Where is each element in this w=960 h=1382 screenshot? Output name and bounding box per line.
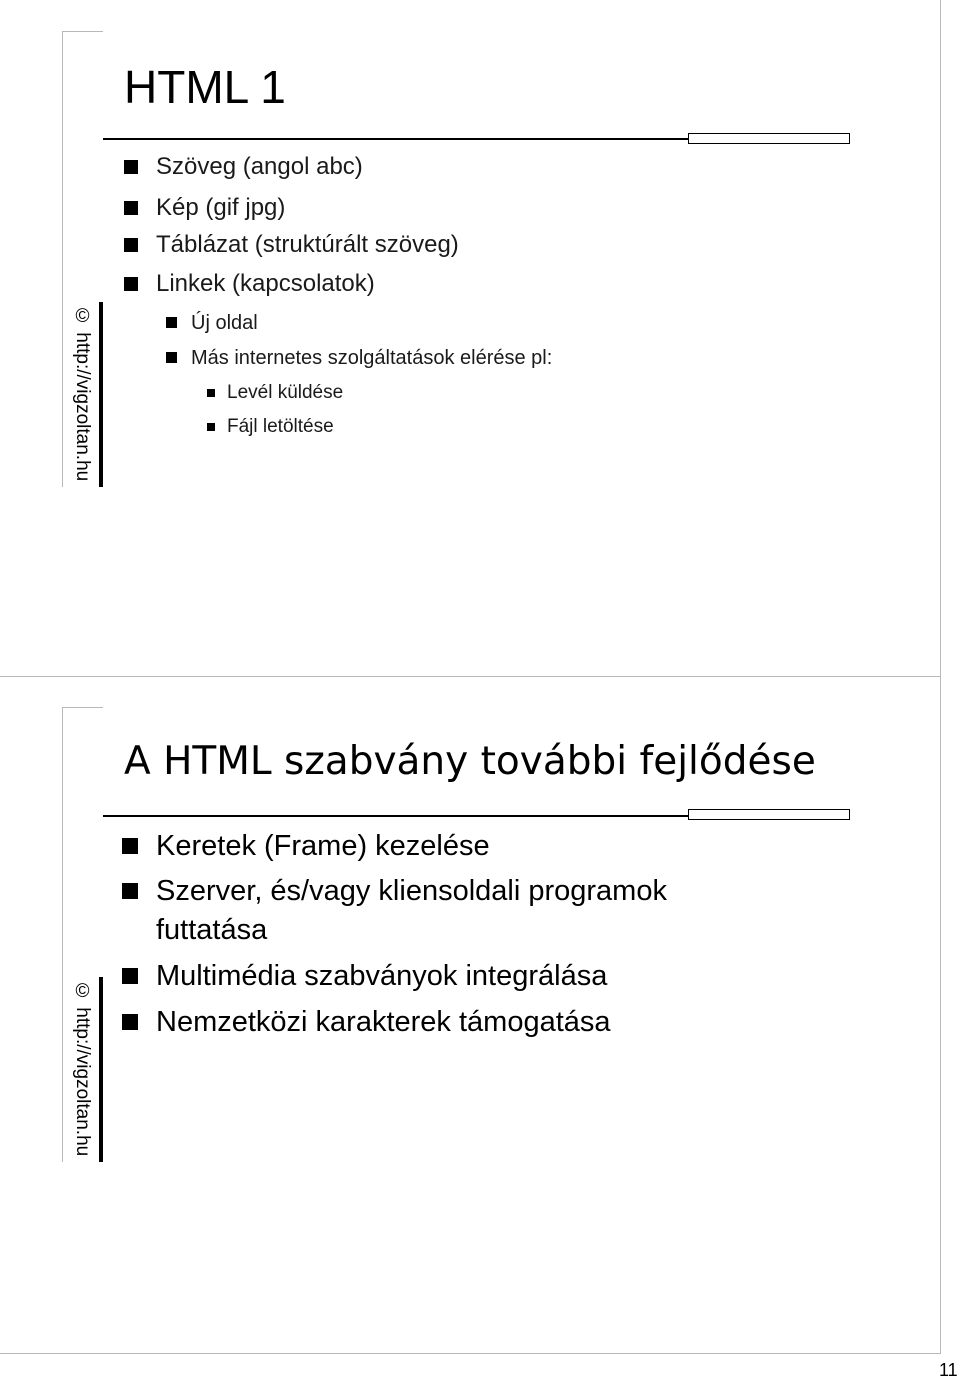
bullet-text: Táblázat (struktúrált szöveg) bbox=[156, 231, 459, 258]
side-bar bbox=[99, 977, 103, 1162]
bullet-square-icon bbox=[124, 277, 138, 291]
bullet-item bbox=[191, 346, 552, 370]
bullet-item bbox=[156, 1005, 611, 1039]
bullet-square-icon bbox=[207, 389, 215, 397]
bullet-item bbox=[156, 829, 490, 863]
page-number: 11 bbox=[939, 1360, 958, 1380]
bullet-item bbox=[156, 270, 375, 298]
bullet-text: Keretek (Frame) kezelése bbox=[156, 830, 490, 862]
bullet-text: Szöveg (angol abc) bbox=[156, 153, 363, 180]
bullet-text: Nemzetközi karakterek támogatása bbox=[156, 1006, 611, 1038]
bullet-square-icon bbox=[122, 1014, 138, 1030]
bullet-square-icon bbox=[124, 201, 138, 215]
side-strip bbox=[62, 707, 103, 1162]
bullet-text: Linkek (kapcsolatok) bbox=[156, 270, 375, 297]
title-rule-box bbox=[688, 809, 850, 820]
bullet-item bbox=[156, 194, 285, 222]
bullet-square-icon bbox=[166, 352, 177, 363]
bullet-item bbox=[191, 311, 258, 335]
bullet-item bbox=[227, 382, 343, 404]
bullet-item bbox=[156, 231, 459, 259]
bullet-item bbox=[156, 153, 363, 181]
bullet-square-icon bbox=[122, 838, 138, 854]
bullet-text-continuation: futtatása bbox=[156, 914, 268, 946]
title-rule bbox=[103, 138, 689, 140]
bullet-text: Fájl letöltése bbox=[227, 416, 334, 437]
bullet-text: Más internetes szolgáltatások elérése pl: bbox=[191, 347, 553, 369]
slide-title: A HTML szabvány további fejlődése bbox=[124, 739, 816, 784]
bullet-text: Kép (gif jpg) bbox=[156, 194, 286, 221]
side-strip bbox=[62, 31, 103, 487]
bullet-item bbox=[156, 959, 607, 993]
slide-1 bbox=[0, 0, 941, 677]
copyright-label: © http://vigzoltan.hu bbox=[72, 305, 93, 481]
bullet-square-icon bbox=[207, 423, 215, 431]
bullet-text: Multimédia szabványok integrálása bbox=[156, 960, 608, 992]
side-bar bbox=[99, 302, 103, 487]
bullet-text: Új oldal bbox=[191, 312, 258, 334]
bullet-text: Levél küldése bbox=[227, 382, 344, 403]
bullet-item bbox=[227, 416, 334, 438]
slide-title: HTML 1 bbox=[124, 61, 286, 113]
bullet-square-icon bbox=[122, 883, 138, 899]
bullet-square-icon bbox=[166, 317, 177, 328]
title-rule-box bbox=[688, 133, 850, 144]
bullet-square-icon bbox=[124, 238, 138, 252]
copyright-label: © http://vigzoltan.hu bbox=[72, 980, 93, 1156]
bullet-square-icon bbox=[122, 968, 138, 984]
slide-2 bbox=[0, 677, 941, 1354]
bullet-text: Szerver, és/vagy kliensoldali programok bbox=[156, 875, 667, 907]
title-rule bbox=[103, 815, 689, 817]
bullet-item bbox=[156, 874, 667, 908]
bullet-square-icon bbox=[124, 160, 138, 174]
